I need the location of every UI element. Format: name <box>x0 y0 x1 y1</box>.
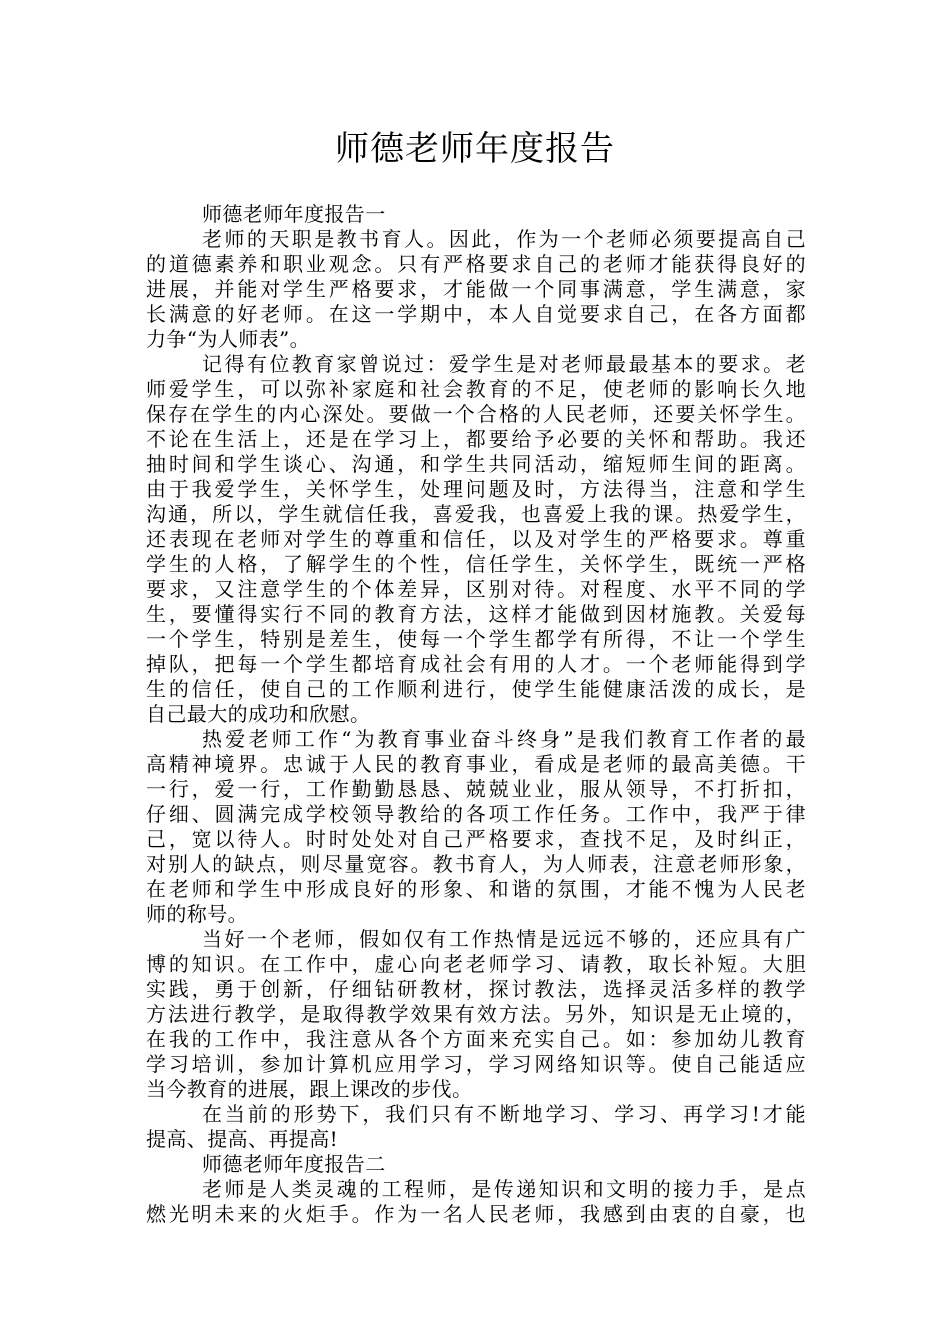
paragraph-line: 的道德素养和职业观念。只有严格要求自己的老师才能获得良好的 <box>146 252 806 276</box>
paragraph-line: 自己最大的成功和欣慰。 <box>146 702 371 726</box>
paragraph-line: 由于我爱学生，关怀学生，处理问题及时，方法得当，注意和学生 <box>146 477 806 501</box>
paragraph-line: 博的知识。在工作中，虚心向老老师学习、请教，取长补短。大胆 <box>146 952 806 976</box>
document-body <box>146 202 806 1227</box>
paragraph-line: 沟通，所以，学生就信任我，喜爱我，也喜爱上我的课。热爱学生， <box>146 502 806 526</box>
paragraph-first-line: 老师是人类灵魂的工程师，是传递知识和文明的接力手，是点 <box>202 1177 806 1201</box>
paragraph-line: 要求，又注意学生的个体差异，区别对待。对程度、水平不同的学 <box>146 577 806 601</box>
paragraph-first-line: 热爱老师工作“为教育事业奋斗终身”是我们教育工作者的最 <box>202 727 806 751</box>
paragraph-first-line: 师德老师年度报告一 <box>202 202 386 226</box>
paragraph-line: 学习培训，参加计算机应用学习，学习网络知识等。使自己能适应 <box>146 1052 806 1076</box>
paragraph-line: 力争“为人师表”。 <box>146 327 311 351</box>
paragraph-line: 掉队，把每一个学生都培育成社会有用的人才。一个老师能得到学 <box>146 652 806 676</box>
document-title: 师德老师年度报告 <box>335 129 615 169</box>
paragraph-line: 师爱学生，可以弥补家庭和社会教育的不足，使老师的影响长久地 <box>146 377 806 401</box>
paragraph-line: 师的称号。 <box>146 902 248 926</box>
paragraph-line: 方法进行教学，是取得教学效果有效方法。另外，知识是无止境的， <box>146 1002 806 1026</box>
paragraph-first-line: 师德老师年度报告二 <box>202 1152 386 1176</box>
paragraph-line: 进展，并能对学生严格要求，才能做一个同事满意，学生满意，家 <box>146 277 806 301</box>
paragraph-first-line: 在当前的形势下，我们只有不断地学习、学习、再学习!才能 <box>202 1102 806 1126</box>
paragraph-line: 提高、提高、再提高! <box>146 1127 339 1151</box>
paragraph-line: 高精神境界。忠诚于人民的教育事业，看成是老师的最高美德。干 <box>146 752 806 776</box>
paragraph-line: 一行，爱一行，工作勤勤恳恳、兢兢业业，服从领导，不打折扣， <box>146 777 806 801</box>
paragraph-line: 保存在学生的内心深处。要做一个合格的人民老师，还要关怀学生。 <box>146 402 806 426</box>
paragraph-line: 不论在生活上，还是在学习上，都要给予必要的关怀和帮助。我还 <box>146 427 806 451</box>
paragraph-line: 在我的工作中，我注意从各个方面来充实自己。如：参加幼儿教育 <box>146 1027 806 1051</box>
paragraph-line: 还表现在老师对学生的尊重和信任，以及对学生的严格要求。尊重 <box>146 527 806 551</box>
paragraph-line: 仔细、圆满完成学校领导教给的各项工作任务。工作中，我严于律 <box>146 802 806 826</box>
paragraph-line: 一个学生，特别是差生，使每一个学生都学有所得，不让一个学生 <box>146 627 806 651</box>
paragraph-line: 长满意的好老师。在这一学期中，本人自觉要求自己，在各方面都 <box>146 302 806 326</box>
paragraph-line: 学生的人格，了解学生的个性，信任学生，关怀学生，既统一严格 <box>146 552 806 576</box>
paragraph-first-line: 老师的天职是教书育人。因此，作为一个老师必须要提高自己 <box>202 227 806 251</box>
paragraph-line: 实践，勇于创新，仔细钻研教材，探讨教法，选择灵活多样的教学 <box>146 977 806 1001</box>
paragraph-first-line: 记得有位教育家曾说过：爱学生是对老师最最基本的要求。老 <box>202 352 806 376</box>
paragraph-first-line: 当好一个老师，假如仅有工作热情是远远不够的，还应具有广 <box>202 927 806 951</box>
paragraph-line: 燃光明未来的火炬手。作为一名人民老师，我感到由衷的自豪，也 <box>146 1202 806 1226</box>
paragraph-line: 对别人的缺点，则尽量宽容。教书育人，为人师表，注意老师形象， <box>146 852 806 876</box>
paragraph-line: 己，宽以待人。时时处处对自己严格要求，查找不足，及时纠正， <box>146 827 806 851</box>
paragraph-line: 在老师和学生中形成良好的形象、和谐的氛围，才能不愧为人民老 <box>146 877 806 901</box>
paragraph-line: 当今教育的进展，跟上课改的步伐。 <box>146 1077 473 1101</box>
paragraph-line: 抽时间和学生谈心、沟通，和学生共同活动，缩短师生间的距离。 <box>146 452 806 476</box>
paragraph-line: 生的信任，使自己的工作顺利进行，使学生能健康活泼的成长，是 <box>146 677 806 701</box>
paragraph-line: 生，要懂得实行不同的教育方法，这样才能做到因材施教。关爱每 <box>146 602 806 626</box>
